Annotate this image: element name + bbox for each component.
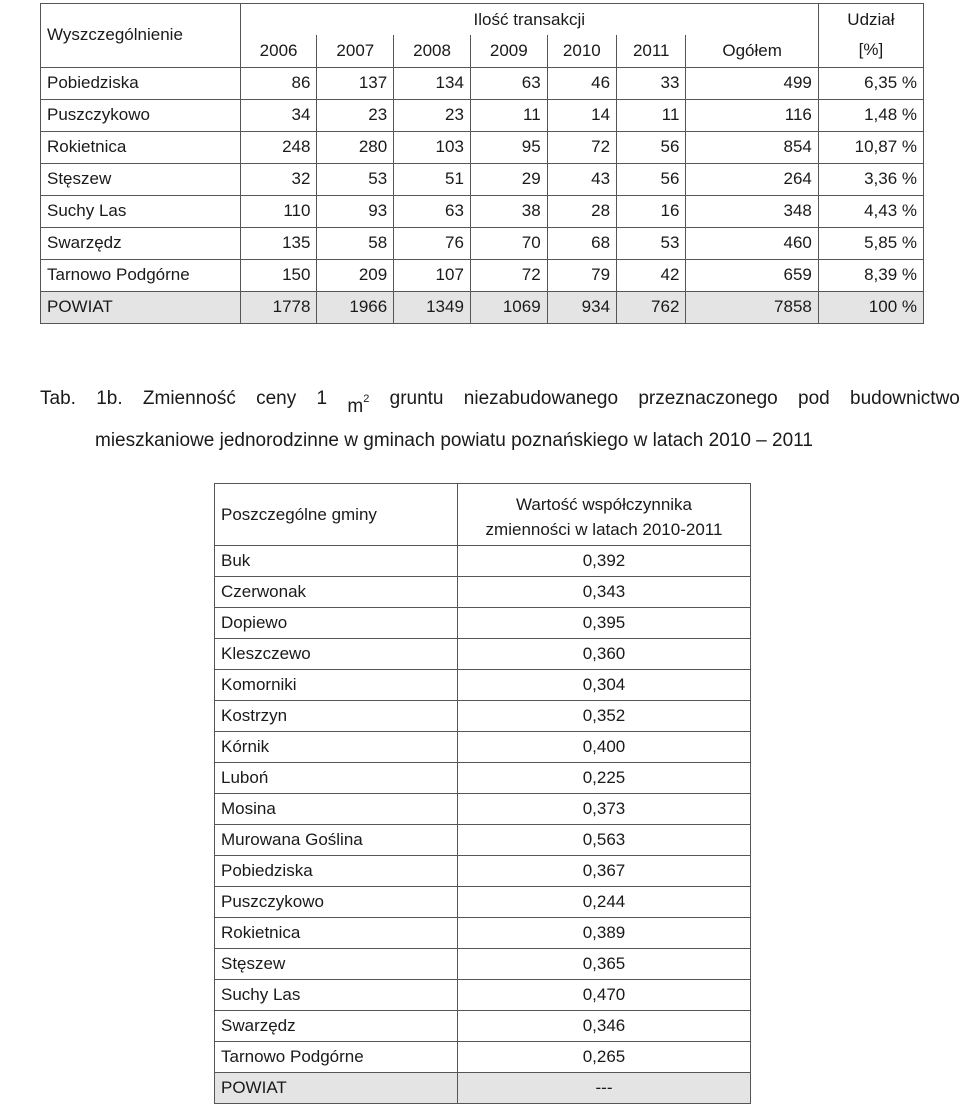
municipality-name: POWIAT: [41, 291, 241, 323]
count-cell: 79: [547, 259, 616, 291]
coefficient-value: 0,400: [458, 732, 751, 763]
caption-unit: [347, 382, 369, 424]
count-cell: 107: [394, 259, 471, 291]
year-header: 2006: [240, 35, 317, 67]
municipality-name: Stęszew: [215, 949, 458, 980]
count-cell: 460: [686, 227, 818, 259]
count-cell: 23: [317, 99, 394, 131]
header-wartosc-line2: zmienności w latach 2010-2011: [485, 519, 723, 539]
count-cell: 762: [617, 291, 686, 323]
count-cell: 68: [547, 227, 616, 259]
share-cell: 8,39 %: [818, 259, 923, 291]
count-cell: 248: [240, 131, 317, 163]
table-row: [215, 949, 751, 980]
count-cell: 53: [617, 227, 686, 259]
header-poszczegolne-gminy: Poszczególne gminy: [215, 484, 458, 546]
table-row: [41, 259, 924, 291]
caption-line-1: [40, 382, 960, 424]
table-row: [215, 918, 751, 949]
municipality-name: Swarzędz: [41, 227, 241, 259]
count-cell: 38: [470, 195, 547, 227]
municipality-name: Kórnik: [215, 732, 458, 763]
count-cell: 86: [240, 67, 317, 99]
table-row: [215, 856, 751, 887]
year-header: Ogółem: [686, 35, 818, 67]
year-header: 2010: [547, 35, 616, 67]
municipality-name: Luboń: [215, 763, 458, 794]
municipality-name: Pobiedziska: [41, 67, 241, 99]
table-row: [41, 131, 924, 163]
count-cell: 14: [547, 99, 616, 131]
table-row: [215, 825, 751, 856]
table-row: [215, 701, 751, 732]
total-row: [41, 291, 924, 323]
count-cell: 16: [617, 195, 686, 227]
coefficient-value: 0,395: [458, 608, 751, 639]
header-wartosc-wspolczynnika: [458, 484, 751, 546]
count-cell: 348: [686, 195, 818, 227]
coefficient-value: 0,244: [458, 887, 751, 918]
coefficient-value: 0,470: [458, 980, 751, 1011]
count-cell: 137: [317, 67, 394, 99]
coefficient-value: 0,392: [458, 546, 751, 577]
caption-word: m: [347, 396, 364, 417]
municipality-name: Kostrzyn: [215, 701, 458, 732]
table-row: [41, 195, 924, 227]
table-row: [215, 732, 751, 763]
count-cell: 659: [686, 259, 818, 291]
share-cell: 10,87 %: [818, 131, 923, 163]
coefficient-value: 0,360: [458, 639, 751, 670]
coefficient-value: ---: [458, 1073, 751, 1104]
share-cell: 100 %: [818, 291, 923, 323]
header-wyszczegolnienie: Wyszczególnienie: [41, 4, 241, 68]
count-cell: 42: [617, 259, 686, 291]
count-cell: 63: [470, 67, 547, 99]
count-cell: 76: [394, 227, 471, 259]
count-cell: 7858: [686, 291, 818, 323]
year-header: 2007: [317, 35, 394, 67]
header-udzial: [818, 4, 923, 68]
count-cell: 280: [317, 131, 394, 163]
header-wartosc-line1: Wartość współczynnika: [515, 494, 693, 514]
municipality-name: Tarnowo Podgórne: [41, 259, 241, 291]
count-cell: 1349: [394, 291, 471, 323]
table-row: [215, 577, 751, 608]
coefficient-value: 0,352: [458, 701, 751, 732]
table-row: [215, 1042, 751, 1073]
count-cell: 110: [240, 195, 317, 227]
count-cell: 103: [394, 131, 471, 163]
count-cell: 51: [394, 163, 471, 195]
count-cell: 264: [686, 163, 818, 195]
count-cell: 29: [470, 163, 547, 195]
year-header: 2008: [394, 35, 471, 67]
table-row: [215, 1011, 751, 1042]
caption-word: pod: [798, 388, 830, 409]
table-row: [215, 980, 751, 1011]
municipality-name: Puszczykowo: [41, 99, 241, 131]
coefficient-value: 0,367: [458, 856, 751, 887]
caption-superscript: 2: [363, 393, 370, 405]
municipality-name: Murowana Goślina: [215, 825, 458, 856]
count-cell: 46: [547, 67, 616, 99]
caption-word: Tab.: [40, 388, 76, 409]
municipality-name: POWIAT: [215, 1073, 458, 1104]
coefficient-value: 0,563: [458, 825, 751, 856]
count-cell: 72: [470, 259, 547, 291]
header-ilosc-transakcji: Ilość transakcji: [240, 4, 818, 36]
count-cell: 58: [317, 227, 394, 259]
year-header: 2011: [617, 35, 686, 67]
caption-word: budownictwo: [850, 388, 960, 409]
municipality-name: Kleszczewo: [215, 639, 458, 670]
year-header: 2009: [470, 35, 547, 67]
caption-word: ceny: [256, 388, 297, 409]
count-cell: 934: [547, 291, 616, 323]
caption-word: 1b.: [96, 388, 123, 409]
municipality-name: Komorniki: [215, 670, 458, 701]
table-row: [215, 639, 751, 670]
municipality-name: Stęszew: [41, 163, 241, 195]
count-cell: 34: [240, 99, 317, 131]
count-cell: 11: [617, 99, 686, 131]
count-cell: 95: [470, 131, 547, 163]
caption-word: niezabudowanego: [463, 388, 619, 409]
table-row: [41, 163, 924, 195]
coefficient-value: 0,265: [458, 1042, 751, 1073]
table-row: [215, 887, 751, 918]
count-cell: 135: [240, 227, 317, 259]
table-row: [215, 670, 751, 701]
variation-coefficient-table: [214, 483, 751, 1104]
table-row: [41, 67, 924, 99]
coefficient-value: 0,225: [458, 763, 751, 794]
share-cell: 1,48 %: [818, 99, 923, 131]
count-cell: 150: [240, 259, 317, 291]
share-cell: 3,36 %: [818, 163, 923, 195]
table-row: [215, 608, 751, 639]
table-caption: [40, 382, 960, 458]
coefficient-value: 0,365: [458, 949, 751, 980]
coefficient-value: 0,304: [458, 670, 751, 701]
count-cell: 1966: [317, 291, 394, 323]
count-cell: 11: [470, 99, 547, 131]
municipality-name: Czerwonak: [215, 577, 458, 608]
municipality-name: Swarzędz: [215, 1011, 458, 1042]
coefficient-value: 0,343: [458, 577, 751, 608]
count-cell: 63: [394, 195, 471, 227]
table-row: [41, 227, 924, 259]
count-cell: 854: [686, 131, 818, 163]
count-cell: 23: [394, 99, 471, 131]
table-row: [215, 546, 751, 577]
coefficient-value: 0,389: [458, 918, 751, 949]
table-row: [41, 99, 924, 131]
table-row: [215, 794, 751, 825]
municipality-name: Puszczykowo: [215, 887, 458, 918]
count-cell: 93: [317, 195, 394, 227]
count-cell: 72: [547, 131, 616, 163]
count-cell: 53: [317, 163, 394, 195]
coefficient-value: 0,373: [458, 794, 751, 825]
coefficient-value: 0,346: [458, 1011, 751, 1042]
count-cell: 70: [470, 227, 547, 259]
municipality-name: Mosina: [215, 794, 458, 825]
municipality-name: Buk: [215, 546, 458, 577]
count-cell: 43: [547, 163, 616, 195]
municipality-name: Pobiedziska: [215, 856, 458, 887]
table-row: [215, 763, 751, 794]
count-cell: 499: [686, 67, 818, 99]
caption-word: gruntu: [389, 388, 444, 409]
header-udzial-label: Udział [%]: [847, 10, 895, 60]
count-cell: 1069: [470, 291, 547, 323]
count-cell: 33: [617, 67, 686, 99]
count-cell: 32: [240, 163, 317, 195]
count-cell: 209: [317, 259, 394, 291]
transactions-table: [40, 3, 924, 324]
count-cell: 28: [547, 195, 616, 227]
municipality-name: Rokietnica: [41, 131, 241, 163]
count-cell: 56: [617, 163, 686, 195]
count-cell: 116: [686, 99, 818, 131]
total-row: [215, 1073, 751, 1104]
share-cell: 5,85 %: [818, 227, 923, 259]
municipality-name: Suchy Las: [215, 980, 458, 1011]
municipality-name: Dopiewo: [215, 608, 458, 639]
caption-word: Zmienność: [142, 388, 236, 409]
municipality-name: Tarnowo Podgórne: [215, 1042, 458, 1073]
count-cell: 134: [394, 67, 471, 99]
count-cell: 1778: [240, 291, 317, 323]
caption-line-2: mieszkaniowe jednorodzinne w gminach powiatu poznańskiego w latach 2010 – 2011: [95, 430, 813, 451]
municipality-name: Suchy Las: [41, 195, 241, 227]
share-cell: 6,35 %: [818, 67, 923, 99]
share-cell: 4,43 %: [818, 195, 923, 227]
municipality-name: Rokietnica: [215, 918, 458, 949]
caption-word: 1: [316, 388, 328, 409]
count-cell: 56: [617, 131, 686, 163]
caption-word: przeznaczonego: [638, 388, 778, 409]
